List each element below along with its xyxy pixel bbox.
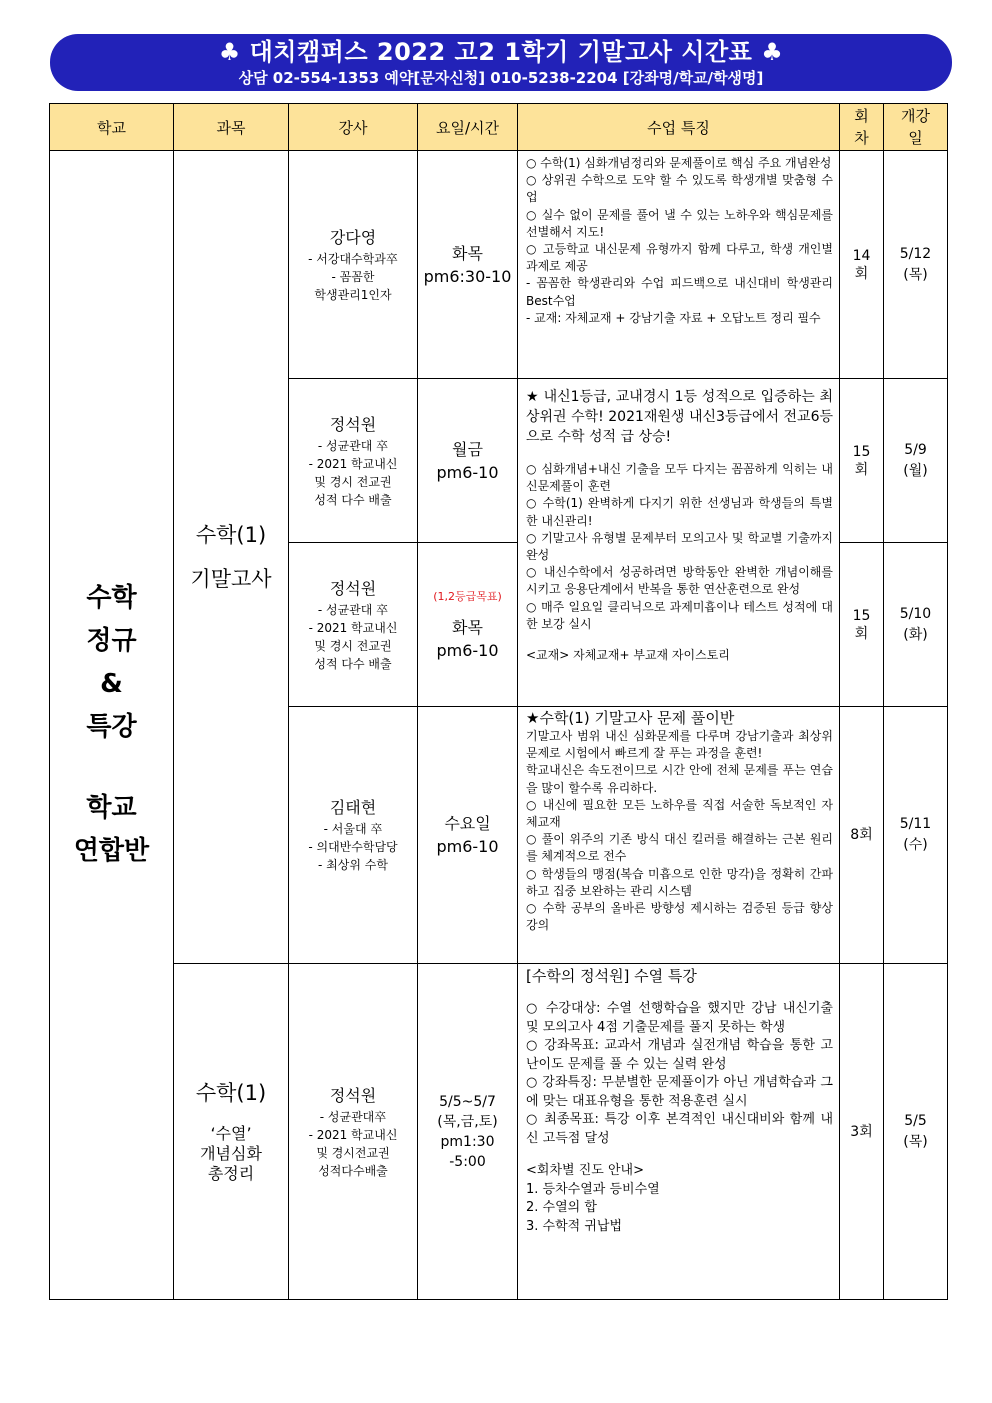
school-line: 연합반 xyxy=(73,836,150,866)
open-weekday: (목) xyxy=(903,266,928,283)
feature-item: 학교내신은 속도전이므로 시간 안에 전체 문제를 푸는 연습을 많이 할수록 유리하다. xyxy=(526,763,833,795)
day-time-cell xyxy=(418,964,518,1300)
teacher-desc: - 성균관대 卒 xyxy=(317,438,389,453)
teacher-desc: - 성균관대卒 xyxy=(319,1109,387,1124)
session-count xyxy=(840,964,884,1300)
count-number: 3회 xyxy=(850,1123,873,1140)
class-time: pm6-10 xyxy=(436,837,499,856)
feature-item: ○ 기말고사 유형별 문제부터 모의고사 및 학교별 기출까지 완성 xyxy=(526,530,833,563)
open-date-cell xyxy=(884,707,948,964)
open-date-cell xyxy=(884,379,948,543)
school-line: 특강 xyxy=(86,712,137,742)
teacher-desc: - 2021 학교내신 xyxy=(308,456,398,471)
progress-item: 3. 수학적 귀납법 xyxy=(526,1218,623,1234)
open-date: 5/10 xyxy=(899,605,932,622)
header-count-line1: 회 xyxy=(854,107,869,125)
header-features: 수업 특징 xyxy=(518,104,840,151)
subject-line: 수학(1) xyxy=(195,523,267,547)
header-day-time: 요일/시간 xyxy=(418,104,518,151)
count-unit: 회 xyxy=(854,625,869,642)
open-date: 5/9 xyxy=(904,441,927,458)
class-time: pm1:30 xyxy=(440,1133,495,1150)
class-days: 월금 xyxy=(452,439,483,459)
school-cell xyxy=(50,151,174,1300)
teacher-name: 김태현 xyxy=(329,798,377,817)
features-cell xyxy=(518,964,840,1300)
subject-cell xyxy=(174,964,289,1300)
count-unit: 회 xyxy=(854,265,869,282)
feature-item: ○ 강좌특징: 무분별한 문제풀이가 아닌 개념학습과 그에 맞는 대표유형을 통한 적용훈련 실시 xyxy=(526,1075,833,1109)
day-time-cell xyxy=(418,707,518,964)
level-goal-note: (1,2등급목표) xyxy=(433,589,502,603)
class-days: 화목 xyxy=(452,243,483,263)
teacher-desc: - 2021 학교내신 xyxy=(308,1127,398,1142)
feature-item: - 꼼꼼한 학생관리와 수업 피드백으로 내신대비 학생관리 Best수업 xyxy=(526,276,833,308)
header-open-date xyxy=(884,104,948,151)
teacher-desc: 학생관리1인자 xyxy=(314,287,392,302)
teacher-cell xyxy=(289,964,418,1300)
school-line: & xyxy=(100,669,123,699)
count-number: 15 xyxy=(852,443,871,460)
open-date: 5/12 xyxy=(899,245,932,262)
feature-item: ○ 학생들의 맹점(복습 미흡으로 인한 망각)을 정확히 간파하고 집중 보완하는 관리 시스템 xyxy=(526,866,833,898)
teacher-cell xyxy=(289,707,418,964)
header-count xyxy=(840,104,884,151)
feature-item: - 교재: 자체교재 + 강남기출 자료 + 오답노트 정리 필수 xyxy=(526,310,821,325)
teacher-name: 정석원 xyxy=(329,414,377,434)
count-unit: 회 xyxy=(854,461,869,478)
feature-item: ○ 최종목표: 특강 이후 본격적인 내신대비와 함께 내신 고득점 달성 xyxy=(526,1112,833,1146)
header-row xyxy=(50,104,948,151)
header-subject: 과목 xyxy=(174,104,289,151)
teacher-cell xyxy=(289,151,418,379)
feature-highlight: ★ 내신1등급, 교내경시 1등 성적으로 입증하는 최상위권 수학! 2021재원생 내신3등급에서 전교6등으로 수학 성적 급 상승! xyxy=(526,389,833,445)
school-line: 학교 xyxy=(86,793,137,823)
contact-info: 상담 02-554-1353 예약[문자신청] 010-5238-2204 [강좌명/학교/학생명] xyxy=(238,69,764,87)
count-number: 15 xyxy=(852,607,871,624)
feature-item: ○ 풀이 위주의 기존 방식 대신 킬러를 해결하는 근본 원리를 체계적으로 전수 xyxy=(526,832,833,864)
teacher-desc: 성적 다수 배출 xyxy=(314,656,392,671)
table-row xyxy=(50,151,948,379)
subject-line: ‘수열’ xyxy=(210,1123,252,1143)
feature-textbook: <교재> 자체교재+ 부교재 자이스토리 xyxy=(526,648,730,663)
open-date: 5/5 xyxy=(904,1112,927,1129)
feature-item: ○ 내신수학에서 성공하려면 방학동안 완벽한 개념이해를 시키고 응용단계에서 반복을 통한 연산훈련으로 완성 xyxy=(526,565,833,597)
header-teacher: 강사 xyxy=(289,104,418,151)
feature-item: ○ 실수 없이 문제를 풀어 낼 수 있는 노하우와 핵심문제를 선별해서 지도! xyxy=(526,207,833,239)
subject-line: 기말고사 xyxy=(190,567,272,591)
feature-item: ○ 강좌목표: 교과서 개념과 실전개념 학습을 통한 고난이도 문제를 풀 수 있는 실력 완성 xyxy=(526,1038,833,1072)
feature-title: [수학의 정석원] 수열 특강 xyxy=(526,967,697,985)
progress-title: <회차별 진도 안내> xyxy=(526,1163,644,1178)
teacher-name: 강다영 xyxy=(329,227,377,247)
open-weekday: (목) xyxy=(903,1133,928,1150)
table-row xyxy=(50,964,948,1300)
subject-line: 총정리 xyxy=(207,1163,255,1183)
session-count xyxy=(840,707,884,964)
schedule-table xyxy=(49,103,948,1300)
open-weekday: (월) xyxy=(903,462,928,479)
teacher-desc: - 서울대 卒 xyxy=(323,822,383,836)
progress-item: 2. 수열의 합 xyxy=(526,1200,597,1215)
teacher-desc: 성적다수배출 xyxy=(318,1163,388,1178)
teacher-desc: - 2021 학교내신 xyxy=(308,620,398,635)
class-days: 수요일 xyxy=(444,814,491,833)
open-weekday: (수) xyxy=(903,837,928,853)
progress-item: 1. 등차수열과 등비수열 xyxy=(526,1181,660,1197)
subject-cell xyxy=(174,151,289,964)
teacher-desc: 및 경시 전교권 xyxy=(314,638,392,653)
teacher-cell xyxy=(289,543,418,707)
open-date-cell xyxy=(884,543,948,707)
teacher-name: 정석원 xyxy=(329,578,377,598)
feature-item: ○ 수강대상: 수열 선행학습을 했지만 강남 내신기출 및 모의고사 4점 기출문제를 풀지 못하는 학생 xyxy=(526,1001,833,1035)
teacher-desc: 및 경시 전교권 xyxy=(314,474,392,489)
day-time-cell xyxy=(418,151,518,379)
teacher-desc: 성적 다수 배출 xyxy=(314,492,392,507)
feature-title: ★수학(1) 기말고사 문제 풀이반 xyxy=(526,709,735,727)
header-school: 학교 xyxy=(50,104,174,151)
teacher-desc: - 의대반수학담당 xyxy=(308,840,398,854)
subject-line: 수학(1) xyxy=(195,1080,267,1105)
feature-item: ○ 내신에 필요한 모든 노하우를 직접 서술한 독보적인 자체교재 xyxy=(526,797,833,830)
day-time-cell xyxy=(418,379,518,543)
header-open-line1: 개강 xyxy=(901,107,930,125)
feature-item: ○ 심화개념+내신 기출을 모두 다지는 꼼꼼하게 익히는 내신문제풀이 훈련 xyxy=(526,462,833,494)
class-days: (목,금,토) xyxy=(437,1113,498,1130)
teacher-desc: - 성균관대 卒 xyxy=(317,602,389,617)
teacher-desc: - 서강대수학과卒 xyxy=(308,251,398,266)
count-number: 14 xyxy=(852,247,871,264)
feature-item: 기말고사 범위 내신 심화문제를 다루며 강남기출과 최상위 문제로 시험에서 빠르게 잘 푸는 과정을 훈련! xyxy=(526,729,833,761)
open-weekday: (화) xyxy=(903,626,928,643)
features-cell-shared xyxy=(518,379,840,707)
header-open-line2: 일 xyxy=(908,129,923,147)
school-line: 수학 xyxy=(86,583,137,613)
school-line: 정규 xyxy=(86,626,137,656)
header-count-line2: 차 xyxy=(854,129,869,147)
feature-item: ○ 상위권 수학으로 도약 할 수 있도록 학생개별 맞춤형 수업 xyxy=(526,173,833,205)
features-cell xyxy=(518,151,840,379)
class-time: pm6:30-10 xyxy=(423,266,512,286)
class-days: 화목 xyxy=(452,617,483,637)
page-title: ♣ 대치캠퍼스 2022 고2 1학기 기말고사 시간표 ♣ xyxy=(218,38,784,66)
class-dates: 5/5~5/7 xyxy=(439,1093,496,1110)
teacher-desc: 및 경시전교권 xyxy=(316,1145,390,1160)
open-date-cell xyxy=(884,151,948,379)
class-time: pm6-10 xyxy=(436,640,499,660)
feature-item: ○ 수학 공부의 올바른 방향성 제시하는 검증된 등급 향상 강의 xyxy=(526,901,833,933)
features-cell xyxy=(518,707,840,964)
feature-item: ○ 고등학교 내신문제 유형까지 함께 다루고, 학생 개인별 과제로 제공 xyxy=(526,242,833,274)
subject-line: 개념심화 xyxy=(200,1143,262,1163)
day-time-cell xyxy=(418,543,518,707)
count-number: 8회 xyxy=(850,827,873,843)
feature-item: ○ 수학(1) 완벽하게 다지기 위한 선생님과 학생들의 특별한 내신관리! xyxy=(526,496,833,528)
open-date: 5/11 xyxy=(899,816,932,832)
feature-item: ○ 수학(1) 심화개념정리와 문제풀이로 핵심 주요 개념완성 xyxy=(526,156,832,170)
session-count xyxy=(840,379,884,543)
session-count xyxy=(840,543,884,707)
teacher-name: 정석원 xyxy=(329,1085,377,1105)
session-count xyxy=(840,151,884,379)
teacher-desc: - 꼼꼼한 xyxy=(331,269,375,284)
teacher-cell xyxy=(289,379,418,543)
open-date-cell xyxy=(884,964,948,1300)
feature-item: ○ 매주 일요일 클리닉으로 과제미흡이나 테스트 성적에 대한 보강 실시 xyxy=(526,599,833,631)
title-banner xyxy=(50,34,952,91)
teacher-desc: - 최상위 수학 xyxy=(318,858,388,872)
class-time-end: -5:00 xyxy=(449,1153,486,1170)
class-time: pm6-10 xyxy=(436,462,499,482)
